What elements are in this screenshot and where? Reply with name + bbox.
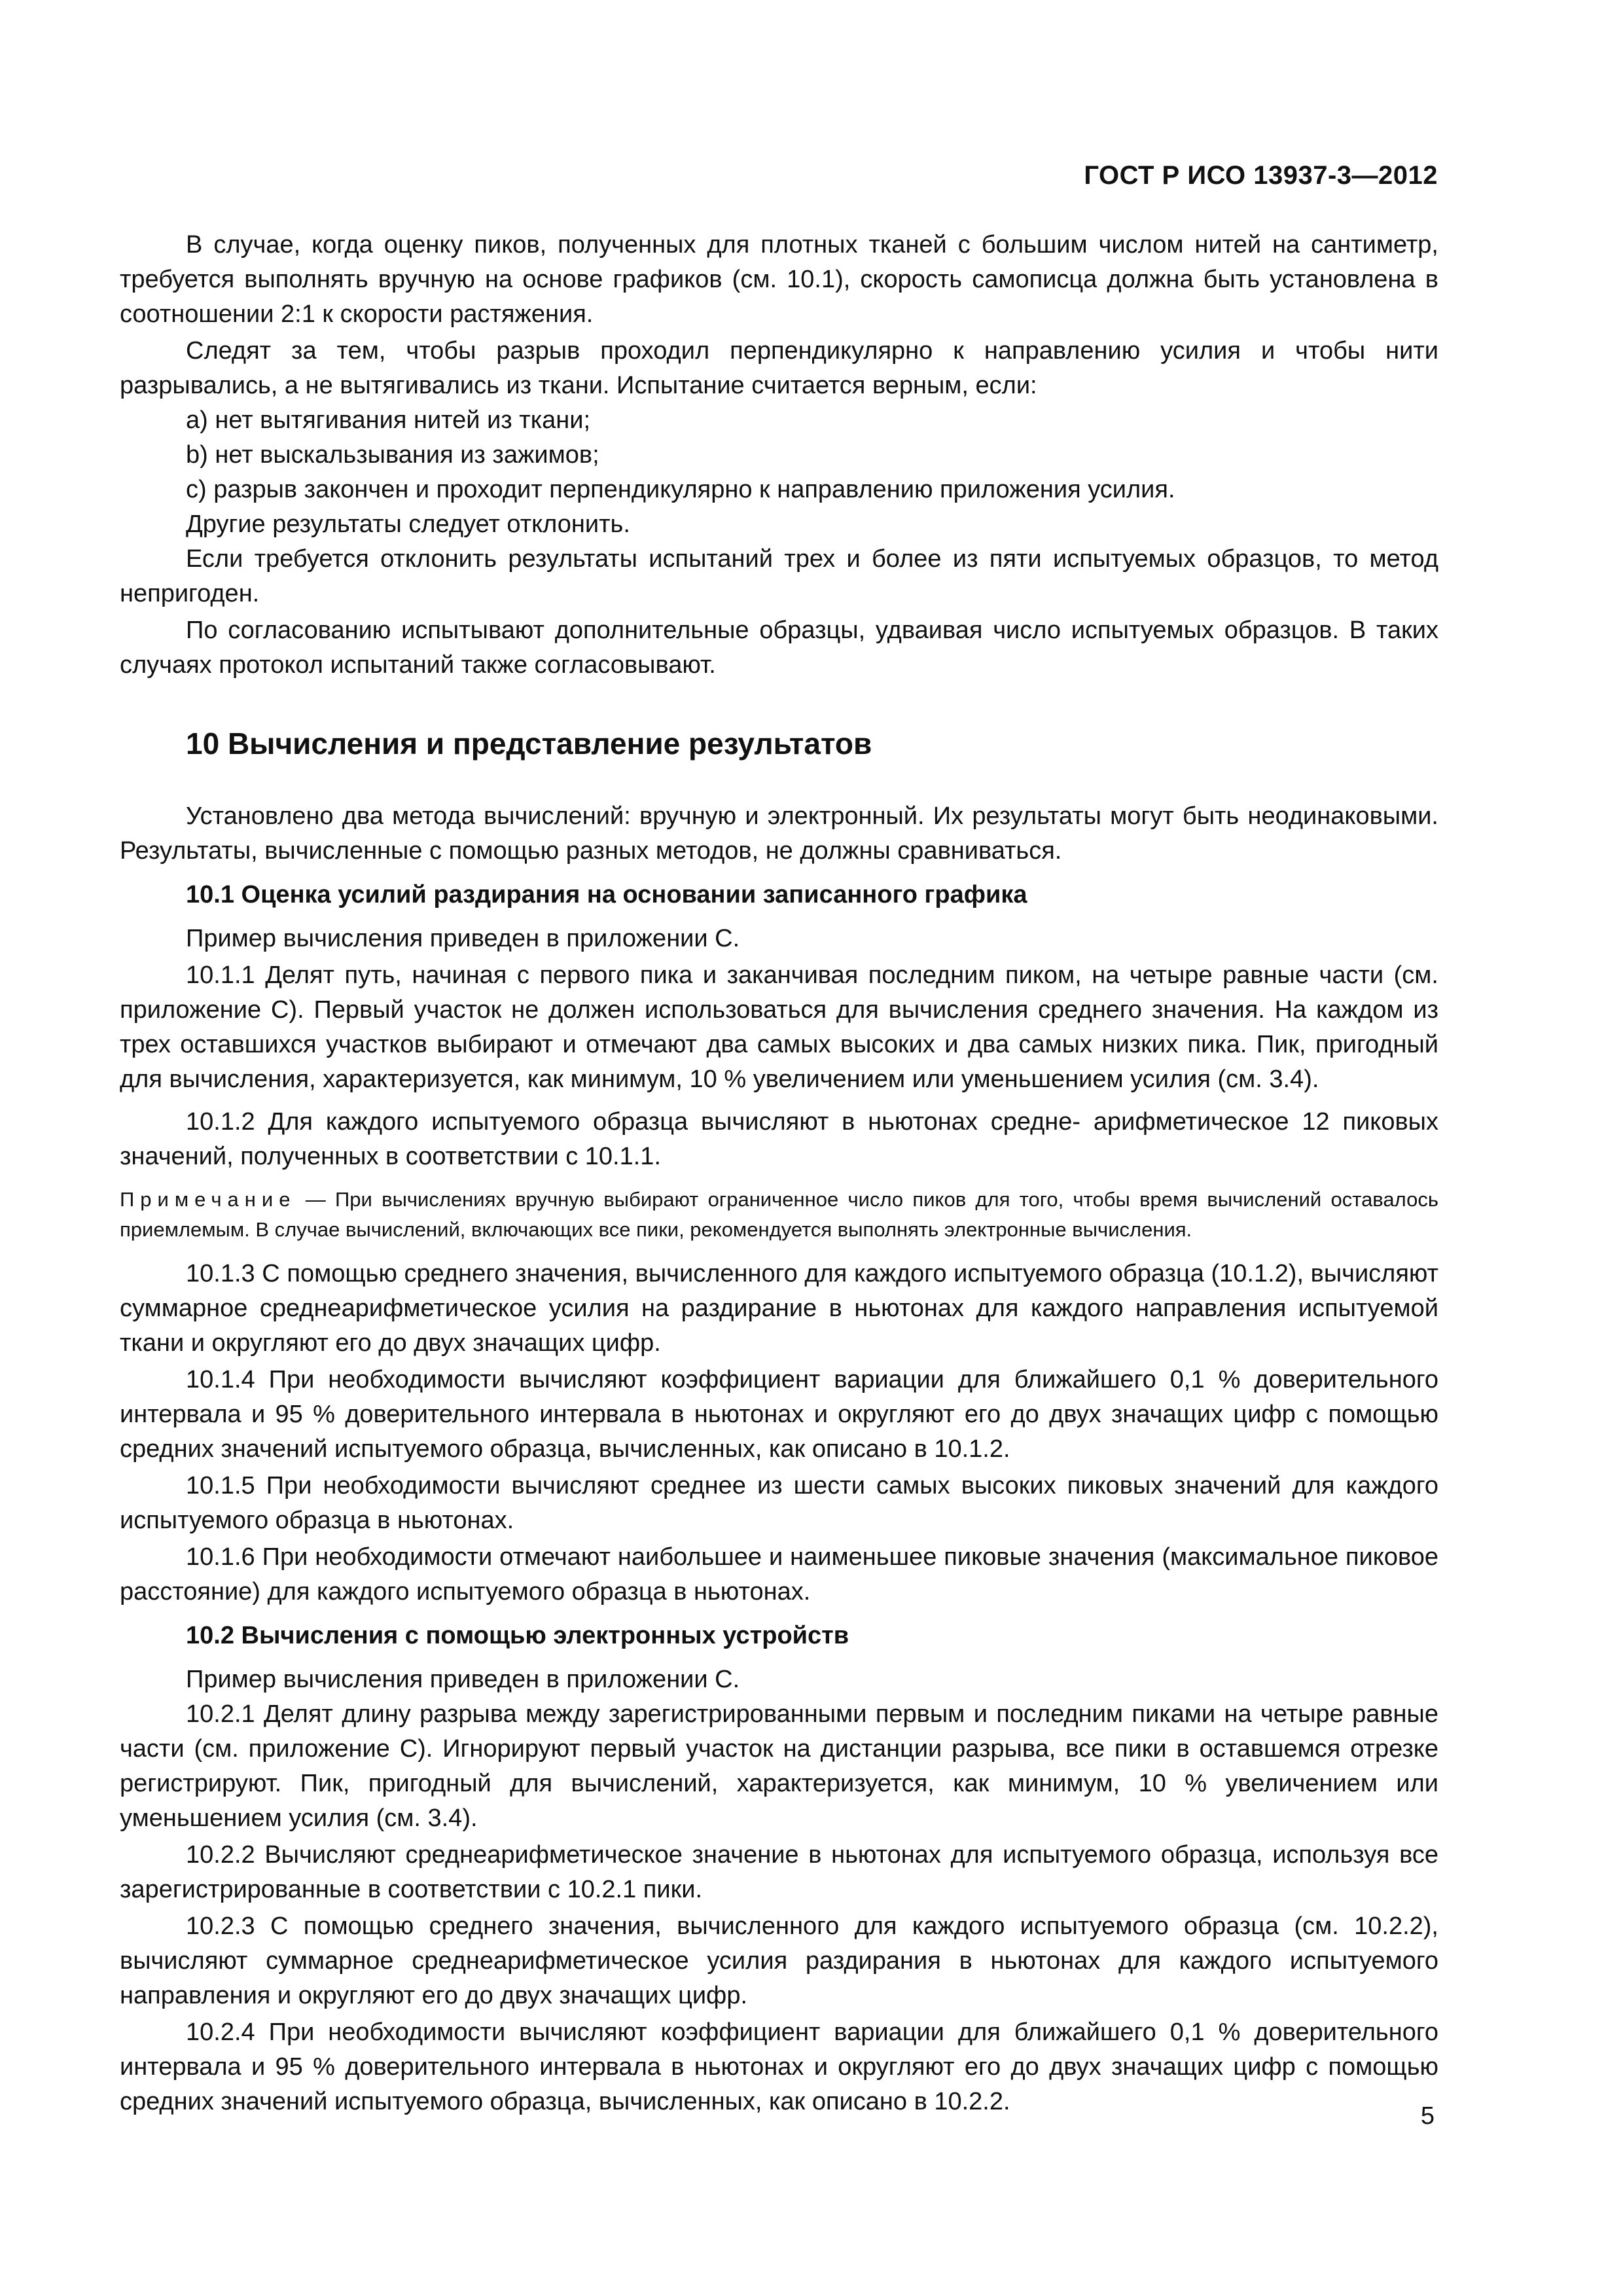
page-content — [120, 228, 1438, 2119]
subsection-10-1-heading: 10.1 Оценка усилий раздирания на основании записанного графика — [186, 881, 1027, 908]
note-label: Примечание — [120, 1188, 296, 1211]
list-item-a: а) нет вытягивания нитей из ткани; — [186, 406, 591, 434]
section-10-intro: Установлено два метода вычислений: вручную и электронный. Их результаты могут быть неодинаковыми. Результаты, вычисленные с помощью разных методов, не должны сравниваться. — [120, 802, 1438, 865]
intro-paragraph-additional-samples: По согласованию испытывают дополнительные образцы, удваивая число испытуемых образцов. В таких случаях протокол испытаний также согласовывают. — [120, 617, 1438, 679]
page-number: 5 — [1420, 2102, 1435, 2130]
clause-10-2-3: 10.2.3 С помощью среднего значения, вычисленного для каждого испытуемого образца (см. 10.2.2), вычисляют суммарное среднеарифметическое усилия раздирания в ньютонах для каждого испытуемого направления и округляют его до двух значащих цифр. — [120, 1912, 1438, 2009]
list-item-b: b) нет выскальзывания из зажимов; — [186, 441, 599, 469]
clause-10-1-3: 10.1.3 С помощью среднего значения, вычисленного для каждого испытуемого образца (10.1.2), вычисляют суммарное среднеарифметическое усилия на раздирание в ньютонах для каждого направления испытуемой ткани и округляют его до двух значащих цифр. — [120, 1260, 1438, 1357]
clause-10-1-4: 10.1.4 При необходимости вычисляют коэффициент вариации для ближайшего 0,1 % доверительного интервала и 95 % доверительного интервала в ньютонах и округляют его до двух значащих цифр с помощью средних значений испытуемого образца, вычисленных, как описано в 10.1.2. — [120, 1366, 1438, 1463]
clause-10-2-4: 10.2.4 При необходимости вычисляют коэффициент вариации для ближайшего 0,1 % доверительного интервала и 95 % доверительного интервала в ньютонах и округляют его до двух значащих цифр с помощью средних значений испытуемого образца, вычисленных, как описано в 10.2.2. — [120, 2018, 1438, 2115]
clause-10-2-2: 10.2.2 Вычисляют среднеарифметическое значение в ньютонах для испытуемого образца, используя все зарегистрированные в соответствии с 10.2.1 пики. — [120, 1841, 1438, 1903]
note — [120, 1185, 1438, 1245]
clause-10-1-6: 10.1.6 При необходимости отмечают наибольшее и наименьшее пиковые значения (максимальное пиковое расстояние) для каждого испытуемого образца в ньютонах. — [120, 1543, 1438, 1605]
section-10-heading: 10 Вычисления и представление результатов — [186, 726, 872, 761]
clause-10-1-1: 10.1.1 Делят путь, начиная с первого пика и заканчивая последним пиком, на четыре равные части (см. приложение С). Первый участок не должен использоваться для вычисления среднего значения. На каждом из трех оставшихся участков выбирают и отмечают два самых высоких и два самых низких пика. Пик, пригодный для вычисления, характеризуется, как минимум, 10 % увеличением или уменьшением усилия (см. 3.4). — [120, 961, 1438, 1093]
subsection-10-2-example: Пример вычисления приведен в приложении С. — [186, 1666, 740, 1693]
intro-paragraph-recorder-speed: В случае, когда оценку пиков, полученных для плотных тканей с большим числом нитей на сантиметр, требуется выполнять вручную на основе графиков (см. 10.1), скорость самописца должна быть установлена в соотношении 2:1 к скорости растяжения. — [120, 231, 1438, 328]
clause-10-1-2: 10.1.2 Для каждого испытуемого образца вычисляют в ньютонах средне- арифметическое 12 пиковых значений, полученных в соответствии с 10.1.1. — [120, 1108, 1438, 1170]
standard-header: ГОСТ Р ИСО 13937-3—2012 — [1084, 161, 1438, 190]
clause-10-2-1: 10.2.1 Делят длину разрыва между зарегистрированными первым и последним пиками на четыре равные части (см. приложение С). Игнорируют первый участок на дистанции разрыва, все пики в оставшемся отрезке регистрируют. Пик, пригодный для вычислений, характеризуется, как минимум, 10 % увеличением или уменьшением усилия (см. 3.4). — [120, 1700, 1438, 1832]
intro-paragraph-method-unsuitable: Если требуется отклонить результаты испытаний трех и более из пяти испытуемых образцов, то метод непригоден. — [120, 545, 1438, 607]
intro-paragraph-reject: Другие результаты следует отклонить. — [186, 511, 630, 538]
intro-paragraph-break-direction: Следят за тем, чтобы разрыв проходил перпендикулярно к направлению усилия и чтобы нити разрывались, а не вытягивались из ткани. Испытание считается верным, если: — [120, 337, 1438, 399]
clause-10-1-5: 10.1.5 При необходимости вычисляют среднее из шести самых высоких пиковых значений для каждого испытуемого образца в ньютонах. — [120, 1472, 1438, 1534]
subsection-10-1-example: Пример вычисления приведен в приложении С. — [186, 925, 740, 952]
list-item-c: с) разрыв закончен и проходит перпендикулярно к направлению приложения усилия. — [186, 476, 1175, 503]
subsection-10-2-heading: 10.2 Вычисления с помощью электронных устройств — [186, 1622, 849, 1649]
note-text: — При вычислениях вручную выбирают ограниченное число пиков для того, чтобы время вычислений оставалось приемлемым. В случае вычислений, включающих все пики, рекомендуется выполнять электронные вычисления. — [120, 1188, 1438, 1241]
